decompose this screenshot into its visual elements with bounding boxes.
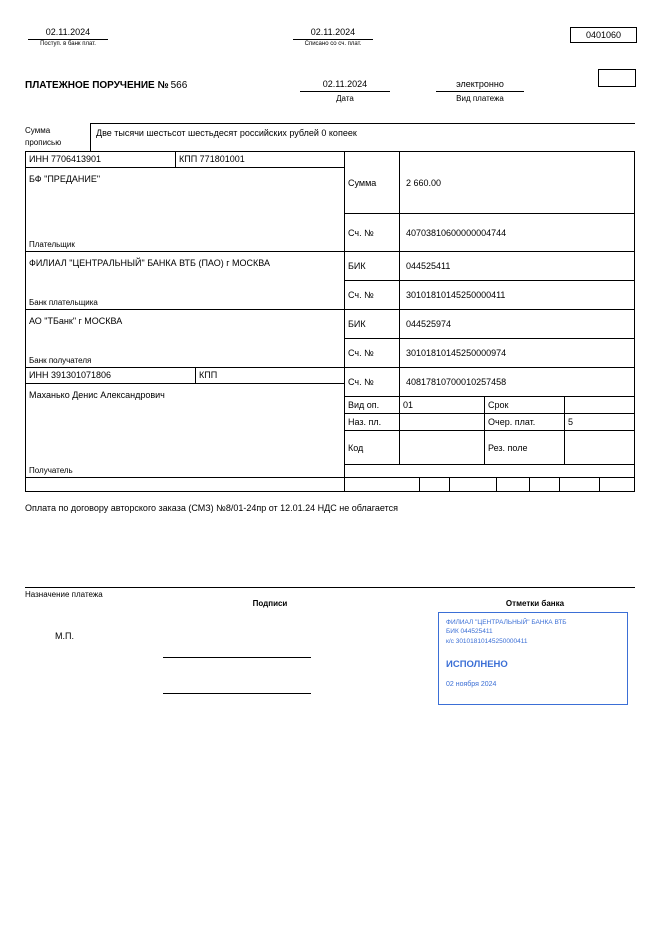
purpose-underline: [25, 587, 635, 588]
purpose-caption: Назначение платежа: [25, 590, 103, 599]
strip-cell: [26, 478, 345, 491]
payer-bank-corr-value: 30101810145250000411: [406, 290, 506, 300]
payee-bank-caption: Банк получателя: [29, 356, 92, 365]
strip-cell: [530, 478, 560, 491]
bank-marks-caption: Отметки банка: [505, 599, 565, 608]
payment-kind-caption: Вид платежа: [456, 94, 504, 103]
queue-value: 5: [568, 417, 574, 427]
empty-status-box: [598, 69, 636, 87]
received-date-caption: Поступ. в банк плат.: [40, 41, 96, 47]
date-caption: Дата: [336, 94, 354, 103]
document-title: [25, 80, 187, 91]
op-kind-value: 01: [400, 397, 485, 413]
strip-cell: [560, 478, 600, 491]
date-value: 02.11.2024: [300, 79, 390, 92]
received-date-value: 02.11.2024: [28, 27, 108, 40]
code-label: Код: [345, 431, 400, 464]
title-text: ПЛАТЕЖНОЕ ПОРУЧЕНИЕ №: [25, 80, 169, 91]
bik-label: БИК: [345, 310, 400, 338]
payee-bank-bik-value: 044525974: [406, 319, 452, 329]
payer-account-value: 40703810600000004744: [406, 227, 507, 238]
purpose-text: Оплата по договору авторского заказа (СМЗ) №8/01-24пр от 12.01.24 НДС не облагается: [25, 503, 398, 513]
payee-kpp: КПП: [199, 370, 218, 380]
strip-cell: [600, 478, 634, 491]
form-code-box: 0401060: [570, 27, 637, 43]
payment-kind-field: [436, 79, 524, 103]
debited-date-value: 02.11.2024: [293, 27, 373, 40]
debited-date-caption: Списано со сч. плат.: [304, 41, 362, 47]
queue-label: Очер. плат.: [485, 414, 565, 430]
bottom-fields-strip: [26, 478, 634, 492]
table-left-column: [26, 152, 345, 478]
amount-words-caption: [25, 123, 90, 151]
payment-order-table: [25, 152, 635, 492]
payee-account-value: 40817810700010257458: [406, 377, 507, 387]
code-value: [400, 431, 485, 464]
reserve-label: Рез. поле: [485, 431, 565, 464]
payer-name: БФ "ПРЕДАНИЕ": [29, 174, 101, 184]
title-number: 566: [170, 80, 188, 91]
signatures-caption: Подписи: [252, 599, 288, 608]
bik-label: БИК: [345, 252, 400, 280]
table-body: [26, 152, 634, 478]
term-label: Срок: [485, 397, 565, 413]
purpose-code-label: Наз. пл.: [345, 414, 400, 430]
payee-bank-name: АО "ТБанк" г МОСКВА: [29, 316, 123, 326]
queue-row: [345, 414, 634, 431]
account-label: Сч. №: [345, 281, 400, 309]
strip-cell: [450, 478, 497, 491]
payer-bank-block: [26, 252, 344, 310]
payer-bank-caption: Банк плательщика: [29, 298, 98, 307]
term-value: [565, 397, 634, 413]
signature-line-1: [163, 657, 311, 658]
reserve-value: [565, 431, 634, 464]
payee-inn: ИНН 391301071806: [26, 368, 196, 383]
payee-bank-block: [26, 310, 344, 368]
amount-row: [345, 152, 634, 214]
strip-cell: [420, 478, 450, 491]
payer-bank-bik-value: 044525411: [406, 261, 451, 271]
stamp-bik: БИК 044525411: [446, 628, 493, 636]
stamp-corr-account: к/с 30101810145250000411: [446, 637, 528, 645]
mp-label: М.П.: [55, 631, 74, 641]
payee-caption: Получатель: [29, 466, 73, 475]
payee-bank-bik-row: [345, 310, 634, 339]
amount-value: 2 660.00: [406, 177, 442, 188]
date-field: [300, 79, 390, 103]
payee-bank-corr-value: 30101810145250000974: [406, 348, 507, 358]
op-kind-label: Вид оп.: [345, 397, 400, 413]
payment-kind-value: электронно: [436, 79, 524, 92]
payee-name: Маханько Денис Александрович: [29, 390, 165, 400]
payer-block: [26, 168, 344, 252]
right-empty-strip: [345, 465, 634, 478]
account-label: Сч. №: [345, 214, 400, 251]
received-date-field: [28, 27, 108, 48]
op-kind-row: [345, 397, 634, 414]
purpose-code-value: [400, 414, 485, 430]
payee-ids-row: [26, 368, 344, 384]
payer-kpp: КПП 771801001: [179, 154, 245, 164]
bank-stamp: [438, 612, 628, 705]
debited-date-field: [293, 27, 373, 48]
payer-bank-bik-row: [345, 252, 634, 281]
payer-caption: Плательщик: [29, 240, 75, 249]
strip-cell: [497, 478, 530, 491]
amount-words-caption-line2: прописью: [25, 138, 62, 147]
amount-words-value: Две тысячи шестьсот шестьдесят российских рублей 0 копеек: [90, 123, 635, 151]
strip-cell: [345, 478, 420, 491]
account-label: Сч. №: [345, 368, 400, 396]
payer-account-row: [345, 214, 634, 252]
payer-bank-name: ФИЛИАЛ "ЦЕНТРАЛЬНЫЙ" БАНКА ВТБ (ПАО) г МОСКВА: [29, 258, 270, 268]
amount-words-caption-line1: Сумма: [25, 126, 51, 135]
payer-inn: ИНН 7706413901: [26, 152, 176, 167]
account-label: Сч. №: [345, 339, 400, 367]
payee-account-row: [345, 368, 634, 397]
amount-words-row: [25, 123, 635, 152]
table-right-column: [345, 152, 634, 478]
payee-block: [26, 384, 344, 478]
payer-bank-corr-row: [345, 281, 634, 310]
payee-bank-corr-row: [345, 339, 634, 368]
stamp-status: ИСПОЛНЕНО: [446, 659, 508, 671]
signature-line-2: [163, 693, 311, 694]
payer-ids-row: [26, 152, 344, 168]
stamp-bank-name: ФИЛИАЛ "ЦЕНТРАЛЬНЫЙ" БАНКА ВТБ: [446, 619, 567, 626]
stamp-date: 02 ноября 2024: [446, 681, 497, 689]
amount-caption: Сумма: [345, 152, 400, 213]
code-row: [345, 431, 634, 465]
